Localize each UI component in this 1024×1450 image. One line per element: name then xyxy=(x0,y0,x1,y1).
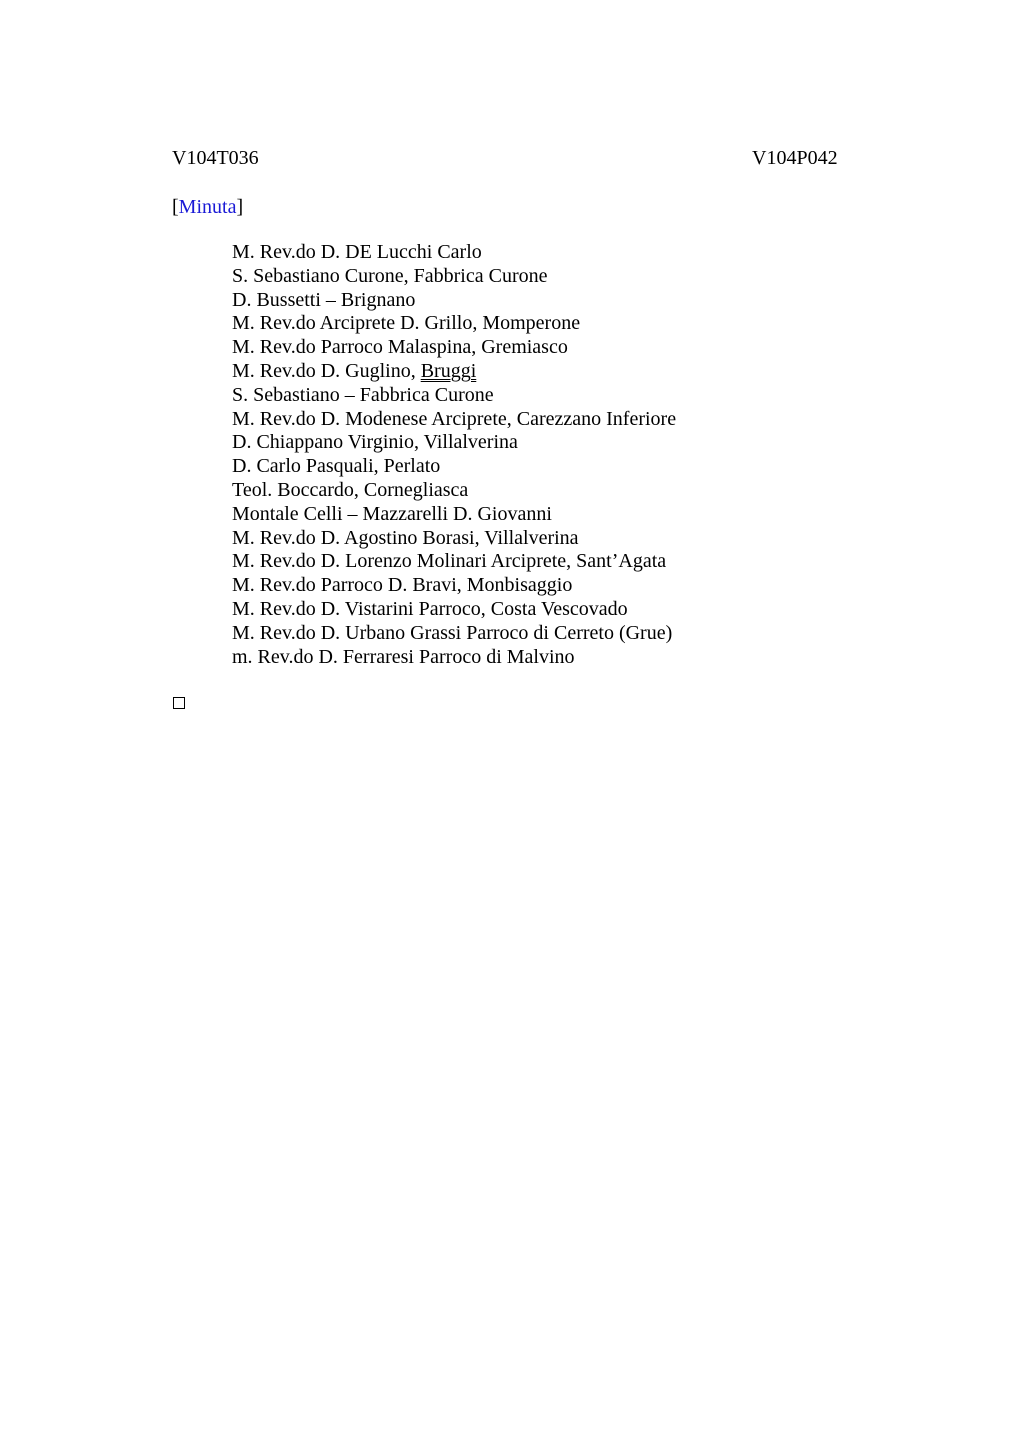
recipient-line: m. Rev.do D. Ferraresi Parroco di Malvino xyxy=(232,645,575,668)
underlined-place: Bruggi xyxy=(420,359,477,382)
checkbox-icon[interactable] xyxy=(173,697,185,709)
minuta-note xyxy=(172,195,243,219)
recipient-line: M. Rev.do D. Guglino, Bruggi xyxy=(232,359,477,382)
recipient-line: D. Chiappano Virginio, Villalverina xyxy=(232,431,518,454)
recipient-line: M. Rev.do D. Lorenzo Molinari Arciprete, Sant’Agata xyxy=(232,550,667,573)
recipient-line: D. Carlo Pasquali, Perlato xyxy=(232,455,441,478)
recipient-line: M. Rev.do D. DE Lucchi Carlo xyxy=(232,241,482,263)
recipient-list xyxy=(232,241,676,669)
document-code-right: V104P042 xyxy=(752,147,838,169)
minuta-open-bracket: [ xyxy=(172,196,179,218)
recipient-line: S. Sebastiano Curone, Fabbrica Curone xyxy=(232,264,548,287)
recipient-line: M. Rev.do D. Vistarini Parroco, Costa Vescovado xyxy=(232,597,628,620)
document-code-left: V104T036 xyxy=(172,147,259,169)
minuta-close-bracket: ] xyxy=(236,196,244,218)
recipient-line: M. Rev.do D. Urbano Grassi Parroco di Cerreto (Grue) xyxy=(232,621,673,644)
recipient-line: Teol. Boccardo, Cornegliasca xyxy=(232,478,469,501)
recipient-line: M. Rev.do D. Agostino Borasi, Villalverina xyxy=(232,526,579,549)
recipient-line: D. Bussetti – Brignano xyxy=(232,288,416,311)
recipient-line: M. Rev.do Parroco D. Bravi, Monbisaggio xyxy=(232,574,573,597)
minuta-label: Minuta xyxy=(178,196,237,218)
recipient-line: M. Rev.do D. Modenese Arciprete, Carezzano Inferiore xyxy=(232,407,677,430)
recipient-line: M. Rev.do Parroco Malaspina, Gremiasco xyxy=(232,336,568,359)
recipient-line: S. Sebastiano – Fabbrica Curone xyxy=(232,383,494,406)
recipient-line: M. Rev.do Arciprete D. Grillo, Momperone xyxy=(232,312,581,335)
recipient-line: Montale Celli – Mazzarelli D. Giovanni xyxy=(232,502,552,525)
